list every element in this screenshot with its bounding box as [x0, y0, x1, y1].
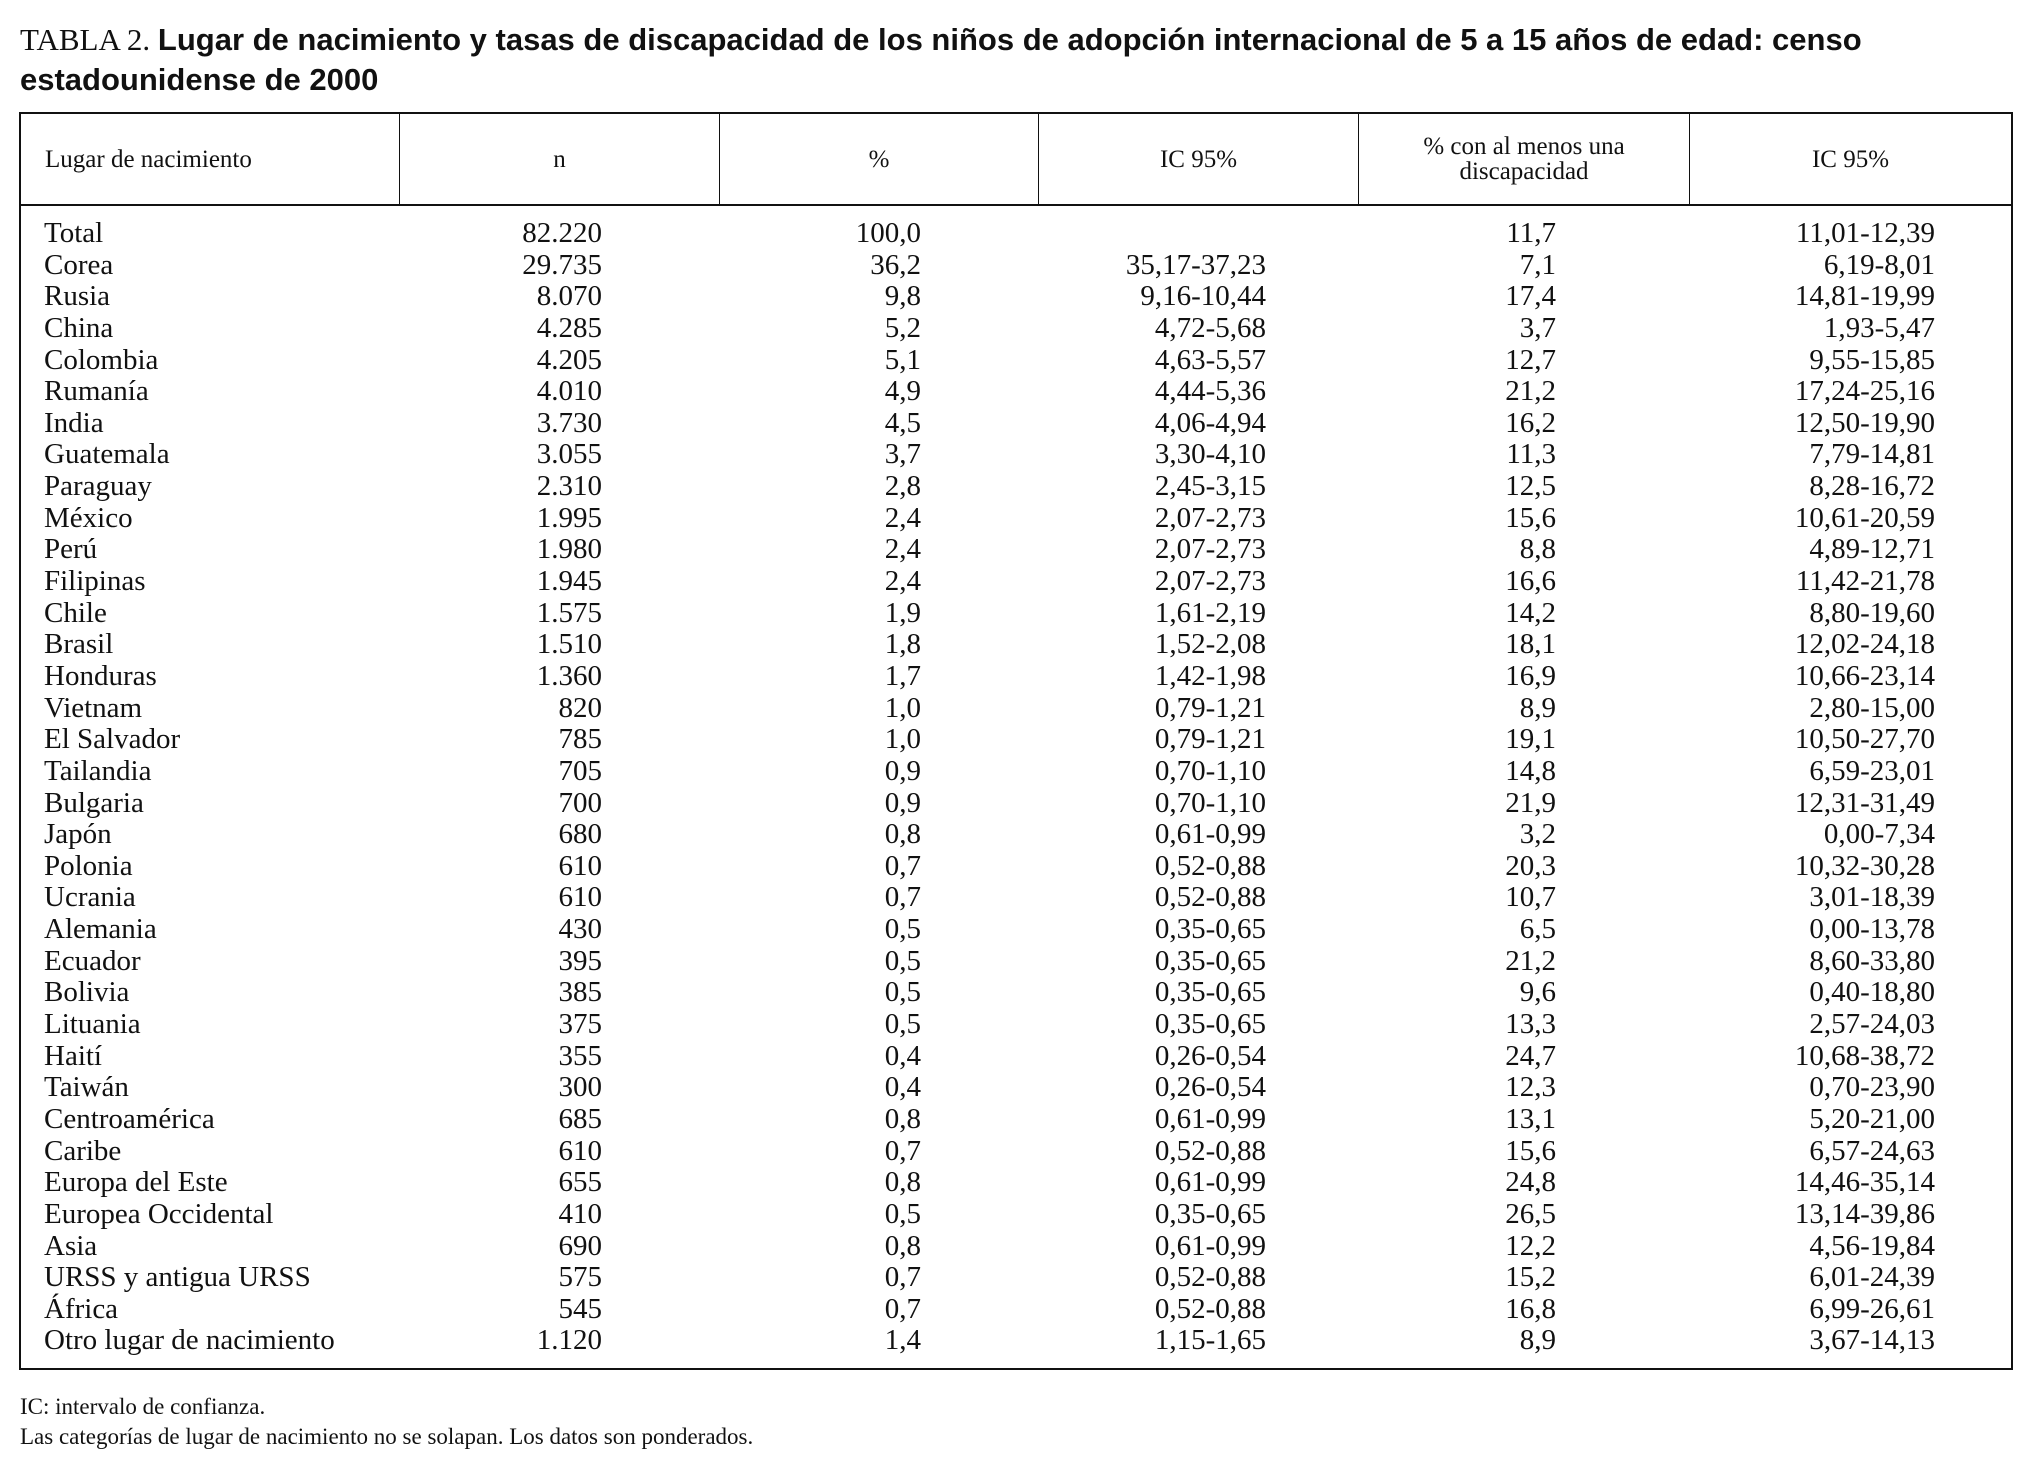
cell-n: 1.995 [536, 501, 602, 534]
cell-pct: 0,8 [884, 1102, 921, 1135]
cell-pct: 0,7 [884, 1261, 921, 1294]
cell-pct: 0,5 [884, 976, 921, 1009]
cell-ic1: 1,42-1,98 [1154, 659, 1266, 692]
table-row [21, 1199, 2011, 1231]
cell-lugar: Centroamérica [44, 1102, 215, 1135]
cell-ic1: 0,52-0,88 [1154, 849, 1266, 882]
cell-lugar: Rumanía [44, 375, 149, 408]
cell-pct: 0,7 [884, 881, 921, 914]
cell-ic2: 10,61-20,59 [1794, 501, 1935, 534]
cell-lugar: India [44, 406, 104, 439]
table-body [21, 218, 2011, 1357]
table-row [21, 345, 2011, 377]
cell-lugar: Guatemala [44, 438, 170, 471]
table-row [21, 1104, 2011, 1136]
table-row [21, 534, 2011, 566]
cell-lugar: Perú [44, 533, 98, 566]
cell-ic2: 12,02-24,18 [1794, 628, 1935, 661]
cell-ic1: 0,26-0,54 [1154, 1071, 1266, 1104]
table-row [21, 1167, 2011, 1199]
table-row [21, 851, 2011, 883]
cell-n: 685 [558, 1102, 602, 1135]
cell-ic1: 1,15-1,65 [1154, 1324, 1266, 1357]
cell-discapacidad: 12,3 [1505, 1071, 1556, 1104]
table-row [21, 250, 2011, 282]
cell-n: 82.220 [522, 217, 602, 249]
cell-discapacidad: 16,6 [1505, 565, 1556, 598]
cell-ic2: 11,42-21,78 [1795, 565, 1935, 598]
cell-ic1: 0,35-0,65 [1154, 1008, 1266, 1041]
cell-ic2: 1,93-5,47 [1823, 311, 1935, 344]
cell-lugar: Bolivia [44, 976, 130, 1009]
cell-lugar: URSS y antigua URSS [44, 1261, 311, 1294]
cell-discapacidad: 18,1 [1505, 628, 1556, 661]
cell-discapacidad: 26,5 [1505, 1197, 1556, 1230]
cell-n: 410 [558, 1197, 602, 1230]
table-notes [20, 1392, 753, 1452]
header-lugar: Lugar de nacimiento [45, 145, 252, 173]
table-row [21, 724, 2011, 756]
cell-discapacidad: 15,2 [1505, 1261, 1556, 1294]
cell-ic1: 2,45-3,15 [1154, 470, 1266, 503]
table-row [21, 313, 2011, 345]
cell-discapacidad: 21,9 [1505, 786, 1556, 819]
cell-pct: 1,9 [884, 596, 921, 629]
cell-pct: 1,0 [884, 691, 921, 724]
cell-ic2: 14,81-19,99 [1794, 280, 1935, 313]
cell-ic1: 0,61-0,99 [1154, 1166, 1266, 1199]
cell-lugar: Otro lugar de nacimiento [44, 1324, 335, 1357]
cell-discapacidad: 8,8 [1519, 533, 1556, 566]
table-row [21, 1231, 2011, 1263]
cell-ic2: 0,00-7,34 [1823, 818, 1935, 851]
cell-lugar: Ecuador [44, 944, 141, 977]
header-discapacidad: % con al menos una discapacidad [1358, 114, 1689, 204]
cell-ic1: 0,61-0,99 [1154, 1102, 1266, 1135]
table-row [21, 882, 2011, 914]
cell-discapacidad: 20,3 [1505, 849, 1556, 882]
cell-ic1: 4,72-5,68 [1154, 311, 1266, 344]
table-row [21, 788, 2011, 820]
cell-lugar: Honduras [44, 659, 157, 692]
cell-ic2: 8,80-19,60 [1809, 596, 1935, 629]
cell-pct: 1,0 [884, 723, 921, 756]
cell-n: 300 [558, 1071, 602, 1104]
table-caption: Lugar de nacimiento y tasas de discapacidad de los niños de adopción internacional de 5 a 15 años de edad: censo estadounidense de 2000 [20, 22, 1862, 97]
cell-discapacidad: 15,6 [1505, 501, 1556, 534]
cell-n: 705 [558, 754, 602, 787]
cell-ic2: 8,60-33,80 [1809, 944, 1935, 977]
cell-ic2: 8,28-16,72 [1809, 470, 1935, 503]
cell-discapacidad: 13,1 [1505, 1102, 1556, 1135]
cell-discapacidad: 19,1 [1505, 723, 1556, 756]
table-row [21, 914, 2011, 946]
cell-lugar: México [44, 501, 133, 534]
table-label: TABLA 2. [20, 22, 151, 57]
header-n: n [399, 114, 719, 204]
table-row [21, 661, 2011, 693]
table-row [21, 1072, 2011, 1104]
cell-lugar: Europea Occidental [44, 1197, 274, 1230]
cell-pct: 0,5 [884, 944, 921, 977]
cell-n: 4.205 [536, 343, 602, 376]
cell-n: 1.360 [536, 659, 602, 692]
cell-n: 29.735 [522, 248, 602, 281]
cell-n: 610 [558, 1134, 602, 1167]
cell-ic2: 6,59-23,01 [1809, 754, 1935, 787]
cell-ic1: 0,61-0,99 [1154, 1229, 1266, 1262]
cell-lugar: Bulgaria [44, 786, 144, 819]
cell-lugar: Rusia [44, 280, 111, 313]
cell-pct: 0,8 [884, 818, 921, 851]
cell-ic2: 2,57-24,03 [1809, 1008, 1935, 1041]
cell-pct: 2,8 [884, 470, 921, 503]
cell-ic1: 0,35-0,65 [1154, 913, 1266, 946]
table-row [21, 977, 2011, 1009]
cell-discapacidad: 16,8 [1505, 1292, 1556, 1325]
table-row [21, 946, 2011, 978]
cell-ic1: 0,52-0,88 [1154, 1261, 1266, 1294]
cell-discapacidad: 15,6 [1505, 1134, 1556, 1167]
cell-n: 1.980 [536, 533, 602, 566]
cell-lugar: Brasil [44, 628, 114, 661]
cell-lugar: Polonia [44, 849, 133, 882]
cell-discapacidad: 14,8 [1505, 754, 1556, 787]
table-row [21, 566, 2011, 598]
cell-discapacidad: 11,7 [1506, 217, 1556, 249]
cell-discapacidad: 24,8 [1505, 1166, 1556, 1199]
cell-discapacidad: 16,9 [1505, 659, 1556, 692]
cell-ic1: 4,06-4,94 [1154, 406, 1266, 439]
cell-discapacidad: 11,3 [1506, 438, 1556, 471]
cell-ic2: 2,80-15,00 [1809, 691, 1935, 724]
cell-ic2: 4,89-12,71 [1809, 533, 1935, 566]
cell-ic2: 0,70-23,90 [1809, 1071, 1935, 1104]
cell-pct: 100,0 [855, 217, 921, 249]
cell-ic1: 35,17-37,23 [1125, 248, 1266, 281]
cell-pct: 0,5 [884, 1197, 921, 1230]
cell-ic2: 14,46-35,14 [1794, 1166, 1935, 1199]
cell-lugar: África [44, 1292, 119, 1325]
table-row [21, 1325, 2011, 1357]
table-row [21, 218, 2011, 250]
cell-n: 8.070 [536, 280, 602, 313]
cell-ic1: 2,07-2,73 [1154, 565, 1266, 598]
cell-pct: 0,7 [884, 849, 921, 882]
cell-ic2: 6,01-24,39 [1809, 1261, 1935, 1294]
cell-pct: 0,9 [884, 754, 921, 787]
cell-ic2: 13,14-39,86 [1794, 1197, 1935, 1230]
cell-ic2: 6,19-8,01 [1823, 248, 1935, 281]
cell-ic1: 0,26-0,54 [1154, 1039, 1266, 1072]
cell-ic2: 10,68-38,72 [1794, 1039, 1935, 1072]
cell-pct: 2,4 [884, 533, 921, 566]
table-row [21, 629, 2011, 661]
cell-lugar: China [44, 311, 114, 344]
cell-ic1: 0,52-0,88 [1154, 1292, 1266, 1325]
cell-ic2: 3,01-18,39 [1809, 881, 1935, 914]
cell-ic2: 3,67-14,13 [1809, 1324, 1935, 1357]
cell-ic1: 3,30-4,10 [1154, 438, 1266, 471]
table-row [21, 503, 2011, 535]
table-row [21, 693, 2011, 725]
cell-lugar: Ucrania [44, 881, 136, 914]
cell-lugar: Asia [44, 1229, 98, 1262]
table-row [21, 376, 2011, 408]
cell-n: 680 [558, 818, 602, 851]
cell-ic2: 7,79-14,81 [1809, 438, 1935, 471]
cell-n: 4.285 [536, 311, 602, 344]
cell-discapacidad: 9,6 [1519, 976, 1556, 1009]
cell-discapacidad: 3,7 [1519, 311, 1556, 344]
cell-pct: 2,4 [884, 565, 921, 598]
cell-ic1: 4,44-5,36 [1154, 375, 1266, 408]
cell-pct: 4,9 [884, 375, 921, 408]
cell-ic1: 9,16-10,44 [1140, 280, 1266, 313]
cell-ic2: 6,99-26,61 [1809, 1292, 1935, 1325]
cell-n: 610 [558, 849, 602, 882]
cell-pct: 0,9 [884, 786, 921, 819]
cell-pct: 0,5 [884, 913, 921, 946]
cell-lugar: Corea [44, 248, 114, 281]
cell-discapacidad: 12,5 [1505, 470, 1556, 503]
cell-lugar: Alemania [44, 913, 157, 946]
cell-pct: 0,7 [884, 1134, 921, 1167]
header-pct: % [719, 114, 1038, 204]
cell-pct: 0,5 [884, 1008, 921, 1041]
cell-pct: 4,5 [884, 406, 921, 439]
cell-lugar: Taiwán [44, 1071, 129, 1104]
cell-lugar: Haití [44, 1039, 102, 1072]
cell-lugar: Vietnam [44, 691, 143, 724]
cell-n: 1.945 [536, 565, 602, 598]
table-row [21, 408, 2011, 440]
cell-ic2: 12,50-19,90 [1794, 406, 1935, 439]
cell-ic1: 0,70-1,10 [1154, 786, 1266, 819]
table-row [21, 1262, 2011, 1294]
cell-ic1: 0,79-1,21 [1154, 691, 1266, 724]
table-row [21, 281, 2011, 313]
cell-ic2: 9,55-15,85 [1809, 343, 1935, 376]
cell-pct: 0,8 [884, 1166, 921, 1199]
cell-ic1: 0,35-0,65 [1154, 1197, 1266, 1230]
cell-discapacidad: 8,9 [1519, 1324, 1556, 1357]
cell-n: 375 [558, 1008, 602, 1041]
cell-pct: 1,8 [884, 628, 921, 661]
cell-discapacidad: 13,3 [1505, 1008, 1556, 1041]
header-ic1: IC 95% [1038, 114, 1358, 204]
cell-n: 545 [558, 1292, 602, 1325]
cell-pct: 1,4 [884, 1324, 921, 1357]
cell-discapacidad: 10,7 [1505, 881, 1556, 914]
cell-n: 385 [558, 976, 602, 1009]
cell-n: 1.575 [536, 596, 602, 629]
cell-n: 820 [558, 691, 602, 724]
cell-ic1: 1,52-2,08 [1154, 628, 1266, 661]
cell-discapacidad: 8,9 [1519, 691, 1556, 724]
cell-ic2: 12,31-31,49 [1794, 786, 1935, 819]
cell-pct: 36,2 [870, 248, 921, 281]
table-row [21, 598, 2011, 630]
cell-n: 430 [558, 913, 602, 946]
cell-discapacidad: 24,7 [1505, 1039, 1556, 1072]
cell-discapacidad: 3,2 [1519, 818, 1556, 851]
cell-ic2: 10,50-27,70 [1794, 723, 1935, 756]
cell-ic2: 4,56-19,84 [1809, 1229, 1935, 1262]
table-row [21, 819, 2011, 851]
cell-n: 355 [558, 1039, 602, 1072]
cell-n: 2.310 [536, 470, 602, 503]
cell-discapacidad: 17,4 [1505, 280, 1556, 313]
cell-n: 575 [558, 1261, 602, 1294]
cell-n: 395 [558, 944, 602, 977]
cell-lugar: Filipinas [44, 565, 146, 598]
cell-n: 700 [558, 786, 602, 819]
table-row [21, 439, 2011, 471]
cell-n: 785 [558, 723, 602, 756]
cell-lugar: Lituania [44, 1008, 141, 1041]
table-title [20, 20, 2010, 100]
cell-pct: 3,7 [884, 438, 921, 471]
cell-discapacidad: 7,1 [1519, 248, 1556, 281]
cell-ic1: 0,61-0,99 [1154, 818, 1266, 851]
table-row [21, 1136, 2011, 1168]
cell-ic2: 6,57-24,63 [1809, 1134, 1935, 1167]
cell-ic1: 0,35-0,65 [1154, 976, 1266, 1009]
cell-discapacidad: 21,2 [1505, 944, 1556, 977]
cell-n: 690 [558, 1229, 602, 1262]
cell-lugar: Paraguay [44, 470, 152, 503]
cell-pct: 0,4 [884, 1039, 921, 1072]
cell-pct: 5,1 [884, 343, 921, 376]
cell-ic2: 10,32-30,28 [1794, 849, 1935, 882]
table-row [21, 1009, 2011, 1041]
cell-n: 655 [558, 1166, 602, 1199]
cell-ic1: 0,70-1,10 [1154, 754, 1266, 787]
cell-ic2: 5,20-21,00 [1809, 1102, 1935, 1135]
cell-ic2: 0,40-18,80 [1809, 976, 1935, 1009]
cell-discapacidad: 14,2 [1505, 596, 1556, 629]
cell-n: 1.510 [536, 628, 602, 661]
cell-ic1: 0,79-1,21 [1154, 723, 1266, 756]
cell-discapacidad: 6,5 [1519, 913, 1556, 946]
cell-ic1: 0,52-0,88 [1154, 1134, 1266, 1167]
cell-n: 3.055 [536, 438, 602, 471]
cell-ic1: 2,07-2,73 [1154, 533, 1266, 566]
cell-lugar: Europa del Este [44, 1166, 228, 1199]
cell-pct: 5,2 [884, 311, 921, 344]
table-row [21, 1294, 2011, 1326]
cell-pct: 2,4 [884, 501, 921, 534]
cell-discapacidad: 21,2 [1505, 375, 1556, 408]
cell-ic2: 10,66-23,14 [1794, 659, 1935, 692]
cell-n: 3.730 [536, 406, 602, 439]
cell-discapacidad: 12,7 [1505, 343, 1556, 376]
cell-discapacidad: 12,2 [1505, 1229, 1556, 1262]
table-header [21, 114, 2011, 206]
cell-ic1: 1,61-2,19 [1154, 596, 1266, 629]
cell-n: 610 [558, 881, 602, 914]
table-row [21, 471, 2011, 503]
cell-pct: 0,4 [884, 1071, 921, 1104]
cell-n: 1.120 [536, 1324, 602, 1357]
cell-lugar: Tailandia [44, 754, 152, 787]
cell-ic1: 0,52-0,88 [1154, 881, 1266, 914]
cell-lugar: El Salvador [44, 723, 181, 756]
cell-lugar: Caribe [44, 1134, 122, 1167]
note-ic: IC: intervalo de confianza. [20, 1394, 266, 1419]
note-categorias: Las categorías de lugar de nacimiento no se solapan. Los datos son ponderados. [20, 1424, 754, 1449]
header-ic2: IC 95% [1689, 114, 2011, 204]
cell-lugar: Total [44, 217, 104, 249]
cell-pct: 9,8 [884, 280, 921, 313]
cell-lugar: Colombia [44, 343, 159, 376]
cell-ic2: 0,00-13,78 [1809, 913, 1935, 946]
table-row [21, 756, 2011, 788]
cell-ic1: 2,07-2,73 [1154, 501, 1266, 534]
cell-ic2: 11,01-12,39 [1795, 217, 1935, 249]
cell-discapacidad: 16,2 [1505, 406, 1556, 439]
cell-pct: 0,8 [884, 1229, 921, 1262]
cell-ic2: 17,24-25,16 [1794, 375, 1935, 408]
cell-lugar: Japón [44, 818, 112, 851]
cell-lugar: Chile [44, 596, 107, 629]
data-table [19, 112, 2013, 1370]
cell-pct: 0,7 [884, 1292, 921, 1325]
cell-ic1: 0,35-0,65 [1154, 944, 1266, 977]
cell-pct: 1,7 [884, 659, 921, 692]
cell-ic1: 4,63-5,57 [1154, 343, 1266, 376]
cell-n: 4.010 [536, 375, 602, 408]
table-row [21, 1041, 2011, 1073]
